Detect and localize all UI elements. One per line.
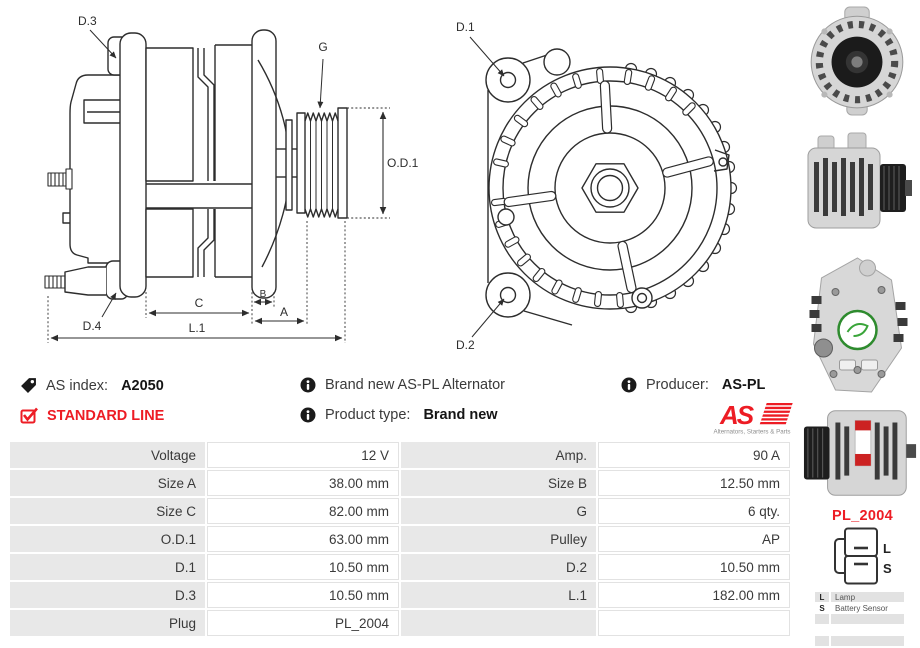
info-icon — [300, 407, 316, 423]
dim-label-b: B — [259, 289, 267, 300]
spec-value: AP — [598, 526, 790, 552]
tag-icon — [20, 377, 37, 394]
spec-value: PL_2004 — [207, 610, 399, 636]
product-photo-rear[interactable] — [802, 252, 918, 407]
dim-label-d1: D.1 — [456, 20, 475, 34]
product-type-value: Brand new — [423, 407, 498, 423]
spec-value: 10.50 mm — [207, 582, 399, 608]
brand-new-row — [300, 377, 505, 393]
spec-value: 90 A — [598, 442, 790, 468]
dim-label-d2: D.2 — [456, 338, 475, 352]
product-photo-front[interactable] — [802, 5, 918, 122]
legend-pin-empty — [815, 636, 829, 646]
legend-pin: L — [815, 592, 829, 602]
spec-value: 10.50 mm — [598, 554, 790, 580]
legend-desc-empty — [831, 625, 904, 635]
spec-label: G — [401, 498, 596, 524]
spec-label: Voltage — [10, 442, 205, 468]
spec-value — [598, 610, 790, 636]
dim-label-l1: L.1 — [188, 321, 206, 335]
plug-pin-s: S — [883, 561, 892, 576]
spec-label: Size A — [10, 470, 205, 496]
legend-pin: S — [815, 603, 829, 613]
brand-new-text: Brand new AS-PL Alternator — [325, 377, 506, 393]
front-view-diagram — [420, 5, 800, 363]
as-pl-logo — [706, 399, 798, 437]
spec-label: Plug — [10, 610, 205, 636]
legend-desc: Lamp — [831, 592, 904, 602]
standard-line-label: STANDARD LINE — [47, 407, 165, 424]
spec-value: 10.50 mm — [207, 554, 399, 580]
spec-table — [10, 442, 790, 636]
legend-desc-empty — [831, 614, 904, 624]
producer-row — [621, 377, 765, 393]
logo-text: AS — [720, 400, 753, 430]
spec-label: D.1 — [10, 554, 205, 580]
logo-tagline: Alternators, Starters & Parts — [713, 428, 791, 436]
dim-label-g: G — [318, 40, 328, 54]
product-type-row — [300, 407, 498, 423]
as-index-label: AS index: — [46, 377, 109, 394]
spec-label: D.3 — [10, 582, 205, 608]
info-icon — [300, 377, 316, 393]
producer-value: AS-PL — [721, 377, 766, 393]
dim-label-a: A — [279, 305, 289, 319]
as-index-value: A2050 — [121, 377, 164, 394]
spec-value: 6 qty. — [598, 498, 790, 524]
dim-label-d3: D.3 — [78, 14, 97, 28]
spec-label: L.1 — [401, 582, 596, 608]
spec-value: 82.00 mm — [207, 498, 399, 524]
spec-value: 63.00 mm — [207, 526, 399, 552]
plug-diagram — [833, 527, 903, 587]
as-index-row — [20, 377, 164, 394]
spec-label: Pulley — [401, 526, 596, 552]
producer-label: Producer: — [646, 377, 709, 393]
legend-pin-empty — [815, 614, 829, 624]
spec-value: 12.50 mm — [598, 470, 790, 496]
dim-label-d4: D.4 — [82, 319, 102, 333]
spec-label: Amp. — [401, 442, 596, 468]
plug-pin-l: L — [883, 541, 891, 556]
legend-pin-empty — [815, 625, 829, 635]
dim-label-od1: O.D.1 — [387, 156, 419, 170]
dim-label-c: C — [194, 296, 204, 310]
spec-label: D.2 — [401, 554, 596, 580]
plug-title: PL_2004 — [832, 508, 893, 524]
product-photo-side-pulley-right[interactable] — [802, 128, 918, 249]
legend-desc: Battery Sensor — [831, 603, 904, 613]
spec-label: O.D.1 — [10, 526, 205, 552]
side-view-diagram — [30, 5, 420, 363]
spec-value: 182.00 mm — [598, 582, 790, 608]
spec-value: 12 V — [207, 442, 399, 468]
info-icon — [621, 377, 637, 393]
legend-desc-empty — [831, 636, 904, 646]
spec-label: Size B — [401, 470, 596, 496]
product-type-label: Product type: — [325, 407, 411, 423]
spec-label: Size C — [10, 498, 205, 524]
product-photo-side-pulley-left[interactable] — [802, 400, 918, 510]
spec-label — [401, 610, 596, 636]
plug-legend — [815, 592, 904, 646]
standard-line-row — [20, 407, 164, 424]
spec-value: 38.00 mm — [207, 470, 399, 496]
checked-checkbox-icon — [20, 407, 38, 424]
